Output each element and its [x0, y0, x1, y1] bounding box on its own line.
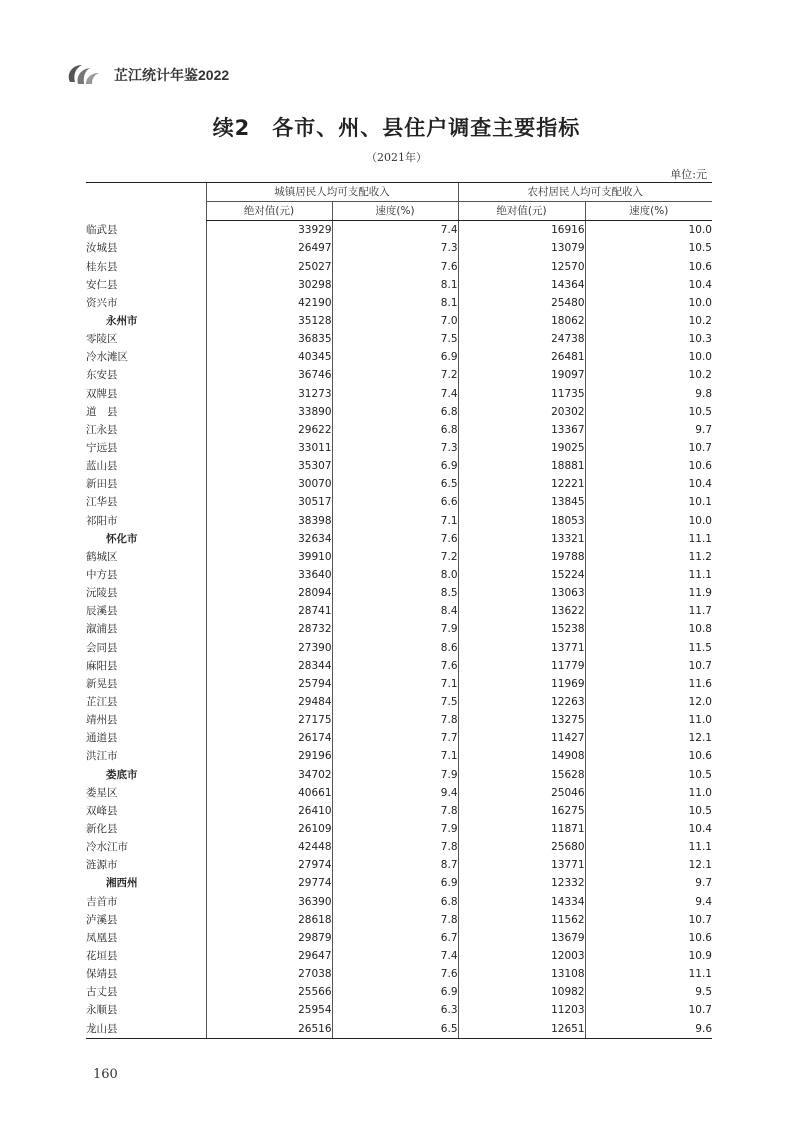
urban-speed-header: 速度(%): [332, 202, 458, 221]
table-row: [86, 892, 712, 910]
urban-speed-cell: 7.9: [332, 620, 458, 638]
rural-speed-cell: 10.4: [585, 820, 712, 838]
urban-abs-header: 绝对值(元): [206, 202, 332, 221]
urban-abs-cell: 25954: [206, 1001, 332, 1019]
rural-speed-cell: 10.0: [585, 512, 712, 530]
region-name-cell: 保靖县: [86, 968, 118, 981]
rural-abs-header: 绝对值(元): [458, 202, 585, 221]
rural-speed-cell: 11.0: [585, 784, 712, 802]
region-name-cell: 洪江市: [86, 750, 118, 763]
urban-speed-cell: 7.0: [332, 312, 458, 330]
table-row: [86, 747, 712, 765]
table-row: [86, 239, 712, 257]
rural-abs-cell: 24738: [458, 330, 585, 348]
rural-abs-cell: 19097: [458, 366, 585, 384]
rural-speed-cell: 10.7: [585, 911, 712, 929]
rural-abs-cell: 11871: [458, 820, 585, 838]
rural-speed-cell: 10.1: [585, 493, 712, 511]
region-name-cell: 靖州县: [86, 714, 118, 727]
rural-speed-cell: 11.6: [585, 675, 712, 693]
table-row: [86, 457, 712, 475]
rural-abs-cell: 13771: [458, 639, 585, 657]
table-row: [86, 475, 712, 493]
urban-speed-cell: 8.0: [332, 566, 458, 584]
rural-speed-cell: 11.1: [585, 566, 712, 584]
table-row: [86, 385, 712, 403]
rural-speed-header: 速度(%): [585, 202, 712, 221]
urban-speed-cell: 9.4: [332, 784, 458, 802]
rural-abs-cell: 12332: [458, 874, 585, 892]
table-row: [86, 548, 712, 566]
rural-abs-cell: 13771: [458, 856, 585, 874]
rural-abs-cell: 15238: [458, 620, 585, 638]
urban-abs-cell: 30298: [206, 276, 332, 294]
rural-speed-cell: 11.7: [585, 602, 712, 620]
urban-abs-cell: 29647: [206, 947, 332, 965]
region-name-cell: 汝城县: [86, 242, 118, 255]
urban-speed-cell: 6.6: [332, 493, 458, 511]
urban-speed-cell: 6.8: [332, 421, 458, 439]
region-name-cell: 道 县: [86, 405, 118, 418]
region-name-cell: 会同县: [86, 641, 118, 654]
urban-abs-cell: 28344: [206, 657, 332, 675]
rural-speed-cell: 12.1: [585, 856, 712, 874]
rural-abs-cell: 19025: [458, 439, 585, 457]
urban-speed-cell: 6.8: [332, 403, 458, 421]
table-row: [86, 330, 712, 348]
table-row: [86, 766, 712, 784]
table-row: [86, 276, 712, 294]
region-name-cell: 新化县: [86, 822, 118, 835]
region-name-cell: 江永县: [86, 423, 118, 436]
urban-speed-cell: 6.5: [332, 475, 458, 493]
rural-abs-cell: 11562: [458, 911, 585, 929]
region-name-cell: 新晃县: [86, 677, 118, 690]
region-name-cell: 永州市: [106, 315, 138, 328]
table-row: [86, 856, 712, 874]
rural-speed-cell: 9.6: [585, 1019, 712, 1038]
table-row: [86, 403, 712, 421]
table-row: [86, 1001, 712, 1019]
table-row: [86, 620, 712, 638]
rural-abs-cell: 11735: [458, 385, 585, 403]
rural-abs-cell: 13622: [458, 602, 585, 620]
urban-income-header: 城镇居民人均可支配收入: [206, 183, 458, 202]
region-name-cell: 资兴市: [86, 296, 118, 309]
region-name-cell: 沅陵县: [86, 587, 118, 600]
urban-speed-cell: 7.8: [332, 911, 458, 929]
urban-abs-cell: 31273: [206, 385, 332, 403]
table-row: [86, 802, 712, 820]
urban-speed-cell: 8.1: [332, 294, 458, 312]
urban-abs-cell: 35307: [206, 457, 332, 475]
region-name-cell: 宁远县: [86, 442, 118, 455]
urban-speed-cell: 7.4: [332, 947, 458, 965]
table-row: [86, 348, 712, 366]
unit-label: 单位:元: [670, 168, 707, 181]
region-name-cell: 龙山县: [86, 1019, 206, 1038]
urban-abs-cell: 27974: [206, 856, 332, 874]
urban-abs-cell: 26497: [206, 239, 332, 257]
rural-abs-cell: 25680: [458, 838, 585, 856]
urban-abs-cell: 40661: [206, 784, 332, 802]
urban-abs-cell: 25566: [206, 983, 332, 1001]
region-name-cell: 安仁县: [86, 278, 118, 291]
yearbook-logo-icon: [64, 62, 104, 88]
table-row: [86, 929, 712, 947]
urban-speed-cell: 7.1: [332, 747, 458, 765]
region-header: [86, 183, 206, 221]
urban-abs-cell: 32634: [206, 530, 332, 548]
rural-abs-cell: 15628: [458, 766, 585, 784]
table-row: [86, 312, 712, 330]
rural-speed-cell: 11.1: [585, 965, 712, 983]
rural-abs-cell: 16916: [458, 221, 585, 240]
urban-abs-cell: 26109: [206, 820, 332, 838]
rural-abs-cell: 12221: [458, 475, 585, 493]
urban-abs-cell: 36746: [206, 366, 332, 384]
urban-speed-cell: 8.4: [332, 602, 458, 620]
rural-abs-cell: 18062: [458, 312, 585, 330]
rural-speed-cell: 10.5: [585, 403, 712, 421]
urban-abs-cell: 26410: [206, 802, 332, 820]
rural-speed-cell: 9.4: [585, 892, 712, 910]
urban-speed-cell: 7.1: [332, 512, 458, 530]
rural-speed-cell: 10.2: [585, 312, 712, 330]
rural-speed-cell: 9.8: [585, 385, 712, 403]
rural-speed-cell: 11.1: [585, 838, 712, 856]
rural-speed-cell: 10.7: [585, 657, 712, 675]
table-row: [86, 602, 712, 620]
rural-speed-cell: 10.4: [585, 276, 712, 294]
rural-speed-cell: 10.6: [585, 258, 712, 276]
region-name-cell: 娄星区: [86, 786, 118, 799]
rural-abs-cell: 18053: [458, 512, 585, 530]
table-row: [86, 820, 712, 838]
urban-speed-cell: 7.8: [332, 838, 458, 856]
rural-abs-cell: 13275: [458, 711, 585, 729]
region-name-cell: 泸溪县: [86, 913, 118, 926]
rural-abs-cell: 11779: [458, 657, 585, 675]
table-row: [86, 983, 712, 1001]
rural-speed-cell: 9.7: [585, 421, 712, 439]
rural-income-header: 农村居民人均可支配收入: [458, 183, 712, 202]
urban-abs-cell: 42448: [206, 838, 332, 856]
rural-abs-cell: 11427: [458, 729, 585, 747]
table-row: [86, 711, 712, 729]
region-name-cell: 麻阳县: [86, 659, 118, 672]
urban-speed-cell: 7.5: [332, 693, 458, 711]
region-name-cell: 双牌县: [86, 387, 118, 400]
table-row: [86, 439, 712, 457]
rural-abs-cell: 25480: [458, 294, 585, 312]
region-name-cell: 零陵区: [86, 333, 118, 346]
region-name-cell: 吉首市: [86, 895, 118, 908]
rural-speed-cell: 10.5: [585, 802, 712, 820]
urban-abs-cell: 36390: [206, 892, 332, 910]
region-name-cell: 花垣县: [86, 949, 118, 962]
urban-abs-cell: 38398: [206, 512, 332, 530]
urban-abs-cell: 25794: [206, 675, 332, 693]
rural-abs-cell: 12651: [458, 1019, 585, 1038]
region-name-cell: 鹤城区: [86, 550, 118, 563]
region-name-cell: 古丈县: [86, 986, 118, 999]
urban-abs-cell: 27390: [206, 639, 332, 657]
table-row: [86, 729, 712, 747]
region-name-cell: 涟源市: [86, 859, 118, 872]
urban-abs-cell: 27175: [206, 711, 332, 729]
urban-speed-cell: 7.9: [332, 820, 458, 838]
rural-abs-cell: 18881: [458, 457, 585, 475]
urban-speed-cell: 7.6: [332, 530, 458, 548]
rural-abs-cell: 12003: [458, 947, 585, 965]
urban-speed-cell: 7.5: [332, 330, 458, 348]
urban-abs-cell: 30517: [206, 493, 332, 511]
rural-abs-cell: 13367: [458, 421, 585, 439]
urban-abs-cell: 26174: [206, 729, 332, 747]
rural-speed-cell: 10.5: [585, 766, 712, 784]
table-row: [86, 584, 712, 602]
urban-abs-cell: 28094: [206, 584, 332, 602]
rural-speed-cell: 10.6: [585, 929, 712, 947]
urban-speed-cell: 6.9: [332, 457, 458, 475]
rural-speed-cell: 11.0: [585, 711, 712, 729]
table-row: [86, 421, 712, 439]
rural-abs-cell: 13321: [458, 530, 585, 548]
table-row: [86, 221, 712, 240]
table-row: [86, 294, 712, 312]
urban-speed-cell: 7.4: [332, 385, 458, 403]
region-name-cell: 娄底市: [106, 768, 138, 781]
region-name-cell: 辰溪县: [86, 605, 118, 618]
rural-speed-cell: 10.7: [585, 439, 712, 457]
rural-abs-cell: 13845: [458, 493, 585, 511]
table-row: [86, 693, 712, 711]
urban-speed-cell: 8.5: [332, 584, 458, 602]
table-row: [86, 784, 712, 802]
book-title: 芷江统计年鉴2022: [114, 67, 230, 83]
rural-speed-cell: 10.0: [585, 221, 712, 240]
region-name-cell: 中方县: [86, 569, 118, 582]
table-row: [86, 566, 712, 584]
urban-abs-cell: 33929: [206, 221, 332, 240]
table-row: [86, 838, 712, 856]
urban-speed-cell: 7.3: [332, 439, 458, 457]
urban-abs-cell: 33640: [206, 566, 332, 584]
table-row: [86, 366, 712, 384]
region-name-cell: 祁阳市: [86, 514, 118, 527]
urban-abs-cell: 34702: [206, 766, 332, 784]
table-row: [86, 493, 712, 511]
urban-abs-cell: 39910: [206, 548, 332, 566]
page-header: [64, 60, 229, 90]
table-title: 续2 各市、州、县住户调查主要指标: [212, 116, 581, 140]
rural-abs-cell: 11203: [458, 1001, 585, 1019]
rural-abs-cell: 19788: [458, 548, 585, 566]
region-name-cell: 新田县: [86, 478, 118, 491]
table-row: [86, 965, 712, 983]
table-row: [86, 874, 712, 892]
urban-speed-cell: 6.7: [332, 929, 458, 947]
urban-speed-cell: 7.7: [332, 729, 458, 747]
rural-abs-cell: 13679: [458, 929, 585, 947]
region-name-cell: 临武县: [86, 224, 118, 237]
rural-abs-cell: 10982: [458, 983, 585, 1001]
urban-speed-cell: 7.6: [332, 965, 458, 983]
urban-abs-cell: 28732: [206, 620, 332, 638]
urban-speed-cell: 7.9: [332, 766, 458, 784]
rural-abs-cell: 14908: [458, 747, 585, 765]
rural-abs-cell: 13063: [458, 584, 585, 602]
urban-abs-cell: 29622: [206, 421, 332, 439]
urban-speed-cell: 6.8: [332, 892, 458, 910]
rural-abs-cell: 14334: [458, 892, 585, 910]
rural-speed-cell: 12.1: [585, 729, 712, 747]
region-name-cell: 冷水滩区: [86, 351, 128, 364]
rural-speed-cell: 11.9: [585, 584, 712, 602]
urban-abs-cell: 27038: [206, 965, 332, 983]
urban-speed-cell: 8.7: [332, 856, 458, 874]
urban-abs-cell: 33011: [206, 439, 332, 457]
urban-abs-cell: 28618: [206, 911, 332, 929]
rural-speed-cell: 10.6: [585, 457, 712, 475]
rural-abs-cell: 20302: [458, 403, 585, 421]
urban-speed-cell: 6.9: [332, 348, 458, 366]
urban-speed-cell: 6.9: [332, 983, 458, 1001]
page-number: 160: [93, 1067, 118, 1082]
region-name-cell: 桂东县: [86, 260, 118, 273]
table-row: [86, 512, 712, 530]
region-name-cell: 永顺县: [86, 1004, 118, 1017]
table-row: [86, 911, 712, 929]
urban-abs-cell: 35128: [206, 312, 332, 330]
rural-abs-cell: 12570: [458, 258, 585, 276]
rural-abs-cell: 25046: [458, 784, 585, 802]
region-name-cell: 溆浦县: [86, 623, 118, 636]
region-name-cell: 凤凰县: [86, 931, 118, 944]
rural-speed-cell: 10.3: [585, 330, 712, 348]
table-row: [86, 947, 712, 965]
urban-speed-cell: 7.4: [332, 221, 458, 240]
region-name-cell: 芷江县: [86, 696, 118, 708]
rural-speed-cell: 11.5: [585, 639, 712, 657]
urban-speed-cell: 6.9: [332, 874, 458, 892]
urban-speed-cell: 6.3: [332, 1001, 458, 1019]
rural-abs-cell: 13108: [458, 965, 585, 983]
urban-speed-cell: 7.1: [332, 675, 458, 693]
urban-speed-cell: 7.6: [332, 258, 458, 276]
rural-abs-cell: 12263: [458, 693, 585, 711]
urban-abs-cell: 40345: [206, 348, 332, 366]
urban-speed-cell: 8.1: [332, 276, 458, 294]
urban-abs-cell: 30070: [206, 475, 332, 493]
table-row: [86, 258, 712, 276]
table-row: [86, 657, 712, 675]
rural-speed-cell: 10.2: [585, 366, 712, 384]
region-name-cell: 双峰县: [86, 804, 118, 817]
region-name-cell: 怀化市: [106, 532, 138, 545]
urban-abs-cell: 29879: [206, 929, 332, 947]
rural-speed-cell: 11.1: [585, 530, 712, 548]
urban-speed-cell: 7.6: [332, 657, 458, 675]
urban-abs-cell: 42190: [206, 294, 332, 312]
urban-abs-cell: 25027: [206, 258, 332, 276]
rural-abs-cell: 14364: [458, 276, 585, 294]
rural-abs-cell: 13079: [458, 239, 585, 257]
region-name-cell: 东安县: [86, 369, 118, 382]
rural-speed-cell: 11.2: [585, 548, 712, 566]
urban-abs-cell: 29484: [206, 693, 332, 711]
urban-abs-cell: 26516: [206, 1019, 332, 1038]
table-row: [86, 1019, 712, 1038]
rural-speed-cell: 10.9: [585, 947, 712, 965]
region-name-cell: 蓝山县: [86, 460, 118, 473]
rural-abs-cell: 26481: [458, 348, 585, 366]
rural-speed-cell: 10.0: [585, 348, 712, 366]
region-name-cell: 湘西州: [106, 877, 138, 890]
rural-speed-cell: 10.0: [585, 294, 712, 312]
urban-speed-cell: 6.5: [332, 1019, 458, 1038]
urban-abs-cell: 28741: [206, 602, 332, 620]
urban-speed-cell: 8.6: [332, 639, 458, 657]
rural-speed-cell: 10.6: [585, 747, 712, 765]
table-row: [86, 530, 712, 548]
rural-speed-cell: 10.8: [585, 620, 712, 638]
rural-speed-cell: 9.7: [585, 874, 712, 892]
urban-speed-cell: 7.8: [332, 802, 458, 820]
rural-speed-cell: 10.7: [585, 1001, 712, 1019]
rural-abs-cell: 15224: [458, 566, 585, 584]
urban-abs-cell: 36835: [206, 330, 332, 348]
urban-abs-cell: 33890: [206, 403, 332, 421]
rural-abs-cell: 11969: [458, 675, 585, 693]
urban-speed-cell: 7.8: [332, 711, 458, 729]
urban-speed-cell: 7.2: [332, 366, 458, 384]
rural-speed-cell: 10.5: [585, 239, 712, 257]
urban-abs-cell: 29774: [206, 874, 332, 892]
table-row: [86, 639, 712, 657]
table-row: [86, 675, 712, 693]
rural-speed-cell: 12.0: [585, 693, 712, 711]
rural-abs-cell: 16275: [458, 802, 585, 820]
table-subtitle: （2021年）: [366, 151, 427, 164]
region-name-cell: 通道县: [86, 732, 118, 745]
urban-speed-cell: 7.3: [332, 239, 458, 257]
region-name-cell: 江华县: [86, 496, 118, 509]
region-name-cell: 冷水江市: [86, 841, 128, 854]
rural-speed-cell: 9.5: [585, 983, 712, 1001]
table-body: [86, 221, 712, 1038]
income-table: [86, 182, 712, 1039]
rural-speed-cell: 10.4: [585, 475, 712, 493]
urban-speed-cell: 7.2: [332, 548, 458, 566]
urban-abs-cell: 29196: [206, 747, 332, 765]
